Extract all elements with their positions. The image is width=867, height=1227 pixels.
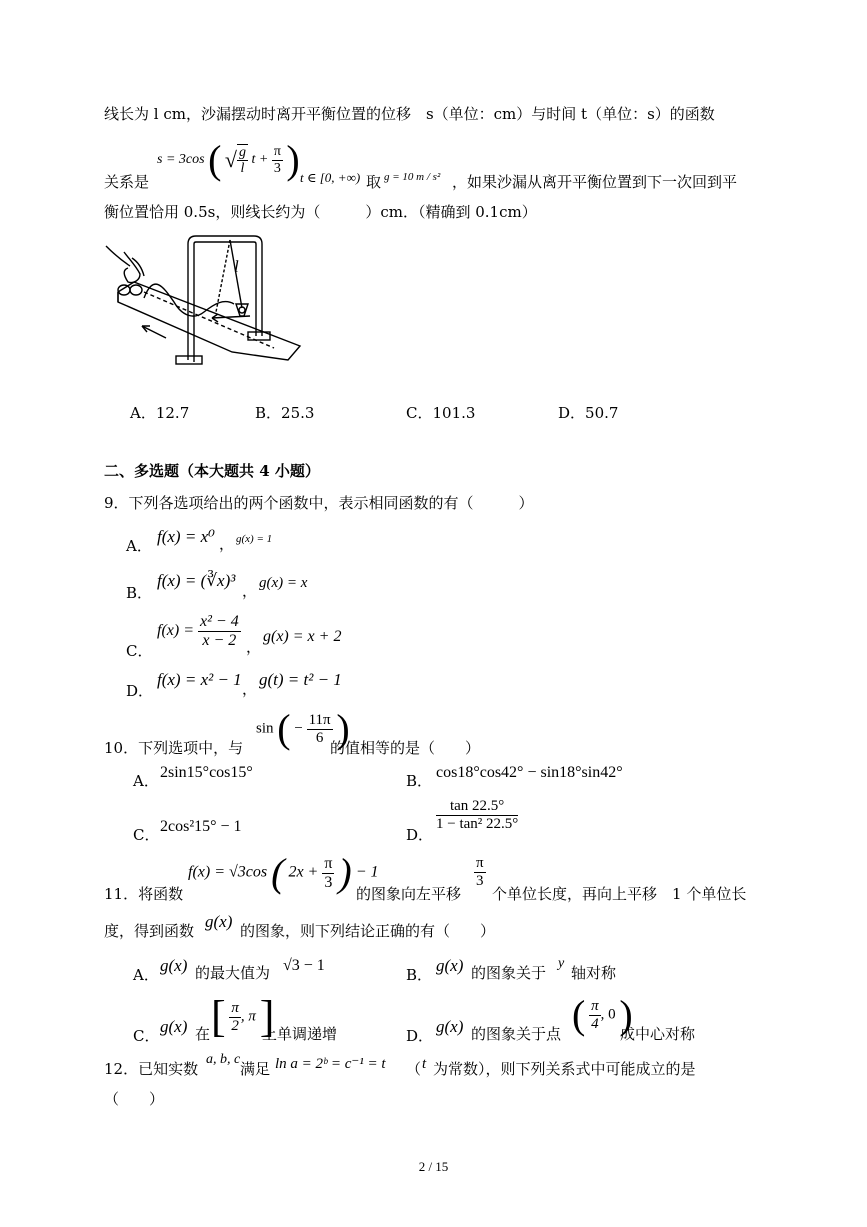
page-number: 2 / 15 [418, 1159, 449, 1174]
q11-open-paren: ( [271, 850, 285, 895]
q8-close-paren: ) [286, 137, 300, 182]
q9-a-g: g(x) = 1 [236, 533, 273, 545]
q10-stem-suffix: 的值相等的是（ ） [330, 739, 481, 757]
q12-paren: （ [406, 1060, 422, 1078]
q11-b-text2: 轴对称 [571, 964, 617, 982]
q12-line2: （ ） [104, 1090, 165, 1108]
q10-c: 2cos²15° − 1 [160, 818, 242, 835]
q8-option-b: B．25.3 [255, 404, 315, 422]
q9-a-f: f(x) = x⁰ [157, 527, 215, 546]
q10-stem-prefix: 10．下列选项中，与 [104, 739, 244, 757]
q11-c-text2: 上单调递增 [262, 1025, 338, 1043]
q11-d-text2: 成中心对称 [620, 1025, 696, 1043]
q9-b-label: B． [126, 584, 153, 602]
q11-c-end: , π [240, 1008, 256, 1025]
q8-frac-l: l [240, 161, 245, 176]
q9-c-f [157, 613, 241, 649]
q10-minus: − [294, 720, 303, 737]
q11-d-4: 4 [591, 1015, 599, 1032]
q8-pi: π [273, 144, 281, 160]
q11-prefix: 11．将函数 [104, 885, 184, 903]
q11-d-frac [589, 998, 601, 1032]
q11-c-frac [229, 1000, 241, 1034]
section-2-title: 二、多选题（本大题共 4 小题） [104, 462, 320, 480]
q12-suffix: 为常数），则下列关系式中可能成立的是 [433, 1060, 696, 1078]
q12-mid: 满足 [240, 1060, 271, 1078]
q11-f [188, 850, 379, 895]
q8-line2-prefix: 关系是 [104, 173, 150, 191]
q10-den: 6 [315, 729, 324, 746]
q8-option-d: D．50.7 [558, 404, 619, 422]
q9-c-f-lhs: f(x) = [157, 621, 194, 639]
q10-a-label: A． [133, 772, 159, 790]
q8-line3: 衡位置恰用 0.5s，则线长约为（ ）cm．（精确到 0.1cm） [104, 203, 537, 221]
q9-b-f: f(x) = (∛x)³ [157, 571, 236, 590]
q9-b-g: g(x) = x [259, 575, 308, 591]
q11-f-lhs: f(x) = √3cos [188, 863, 268, 881]
q8-formula [157, 137, 300, 182]
q8-domain: t ∈ [0, +∞) [300, 170, 361, 185]
q11-d-label: D． [406, 1027, 434, 1045]
q9-c-frac [198, 613, 241, 649]
q11-a-gx: g(x) [160, 956, 188, 975]
q9-c-num: x² − 4 [200, 613, 239, 630]
q11-c-label: C． [133, 1027, 160, 1045]
q9-d-g: g(t) = t² − 1 [259, 670, 342, 689]
q11-a-text: 的最大值为 [195, 964, 271, 982]
q10-d-den: 1 − tan² 22.5° [436, 815, 519, 832]
q11-mid: 的图象向左平移 [356, 885, 462, 903]
q8-line2-suffix: ，如果沙漏从离开平衡位置到下一次回到平 [452, 173, 738, 191]
q10-d-num: tan 22.5° [436, 798, 518, 816]
q11-suffix: 个单位长度，再向上平移 1 个单位长 [492, 885, 747, 903]
q9-d-f: f(x) = x² − 1 [157, 670, 242, 689]
q11-shift-frac [474, 855, 486, 889]
q8-frac-g: g [238, 144, 246, 160]
q8-three: 3 [273, 160, 281, 176]
q9-a-sep: ， [219, 535, 235, 553]
q11-gx: g(x) [205, 912, 233, 931]
q11-three: 3 [324, 873, 333, 891]
q8-option-c: C．101.3 [406, 404, 476, 422]
q9-c-den: x − 2 [202, 631, 237, 649]
q11-shift-pi: π [476, 855, 484, 871]
q8-formula-t: t + [251, 152, 269, 168]
q10-b: cos18°cos42° − sin18°sin42° [436, 764, 623, 781]
q11-b-text1: 的图象关于 [471, 964, 547, 982]
q11-c-2: 2 [231, 1017, 239, 1034]
q9-stem: 9．下列各选项给出的两个函数中，表示相同函数的有（ ） [104, 494, 534, 512]
q9-c-label: C． [126, 642, 153, 660]
q11-b-y: y [558, 956, 565, 971]
q10-close-paren: ) [336, 706, 350, 751]
q11-f-inner: 2x + [288, 863, 319, 881]
q11-f-tail: − 1 [355, 863, 379, 881]
q10-open-paren: ( [277, 706, 291, 751]
q8-sqrt-frac [237, 144, 248, 177]
q11-line2: 度，得到函数 [104, 922, 195, 940]
q10-b-label: B． [406, 772, 433, 790]
q11-c-text1: 在 [195, 1025, 211, 1043]
q11-pi: π [324, 854, 333, 872]
q11-pi-frac [322, 855, 334, 891]
q10-d-label: D． [406, 826, 434, 844]
q12-vars: a, b, c [206, 1052, 241, 1067]
q8-line1: 线长为 l cm，沙漏摆动时离开平衡位置的位移 s（单位：cm）与时间 t（单位：s）的函数 [104, 105, 715, 123]
q10-d-frac [436, 798, 518, 832]
q8-open-paren: ( [208, 137, 222, 182]
q10-sin: sin [256, 720, 274, 737]
sand-pendulum-figure [104, 232, 304, 384]
q8-formula-lhs: s = 3cos [157, 152, 205, 168]
q11-c-pi: π [231, 1000, 239, 1016]
q10-num: 11π [308, 712, 331, 728]
q12-eq: ln a = 2ᵇ = c⁻¹ = t [275, 1056, 386, 1072]
q11-b-label: B． [406, 966, 433, 984]
q8-take: 取 [366, 173, 382, 191]
q11-c-gx: g(x) [160, 1017, 188, 1036]
q10-d [436, 798, 518, 832]
q11-b-gx: g(x) [436, 956, 464, 975]
q11-a-label: A． [133, 966, 159, 984]
q9-d-sep: ， [242, 680, 258, 698]
q11-c-close-bracket: ] [259, 992, 275, 1041]
q11-shift-3: 3 [476, 872, 484, 889]
q11-shift [474, 855, 486, 889]
q11-line2-suffix: 的图象，则下列结论正确的有（ ） [240, 922, 496, 940]
q10-a: 2sin15°cos15° [160, 764, 253, 781]
q11-close-paren: ) [338, 850, 352, 895]
q8-option-a: A．12.7 [130, 404, 190, 422]
q11-d-0: , 0 [600, 1006, 616, 1023]
q12-prefix: 12．已知实数 [104, 1060, 199, 1078]
q9-a-label: A． [126, 537, 152, 555]
q9-c-sep: ， [246, 638, 262, 656]
q9-c-g: g(x) = x + 2 [263, 628, 342, 645]
q11-d-pi: π [591, 998, 599, 1014]
q8-g-value: g = 10 m / s² [384, 171, 441, 183]
q11-a-val: √3 − 1 [283, 957, 325, 974]
q9-d-label: D． [126, 682, 154, 700]
q11-d-close-paren: ) [619, 992, 633, 1037]
q10-c-label: C． [133, 826, 160, 844]
q12-t: t [422, 1056, 427, 1072]
figure-label-l: l [234, 257, 239, 276]
q8-pi-frac [272, 144, 283, 176]
q8-sqrt-sign: √ [224, 147, 237, 172]
q11-d-open-paren: ( [572, 992, 586, 1037]
q11-d-text1: 的图象关于点 [471, 1025, 562, 1043]
q9-b-sep: ， [242, 582, 258, 600]
q11-d-gx: g(x) [436, 1017, 464, 1036]
q11-c-open-bracket: [ [211, 992, 226, 1041]
q10-frac [307, 712, 333, 746]
